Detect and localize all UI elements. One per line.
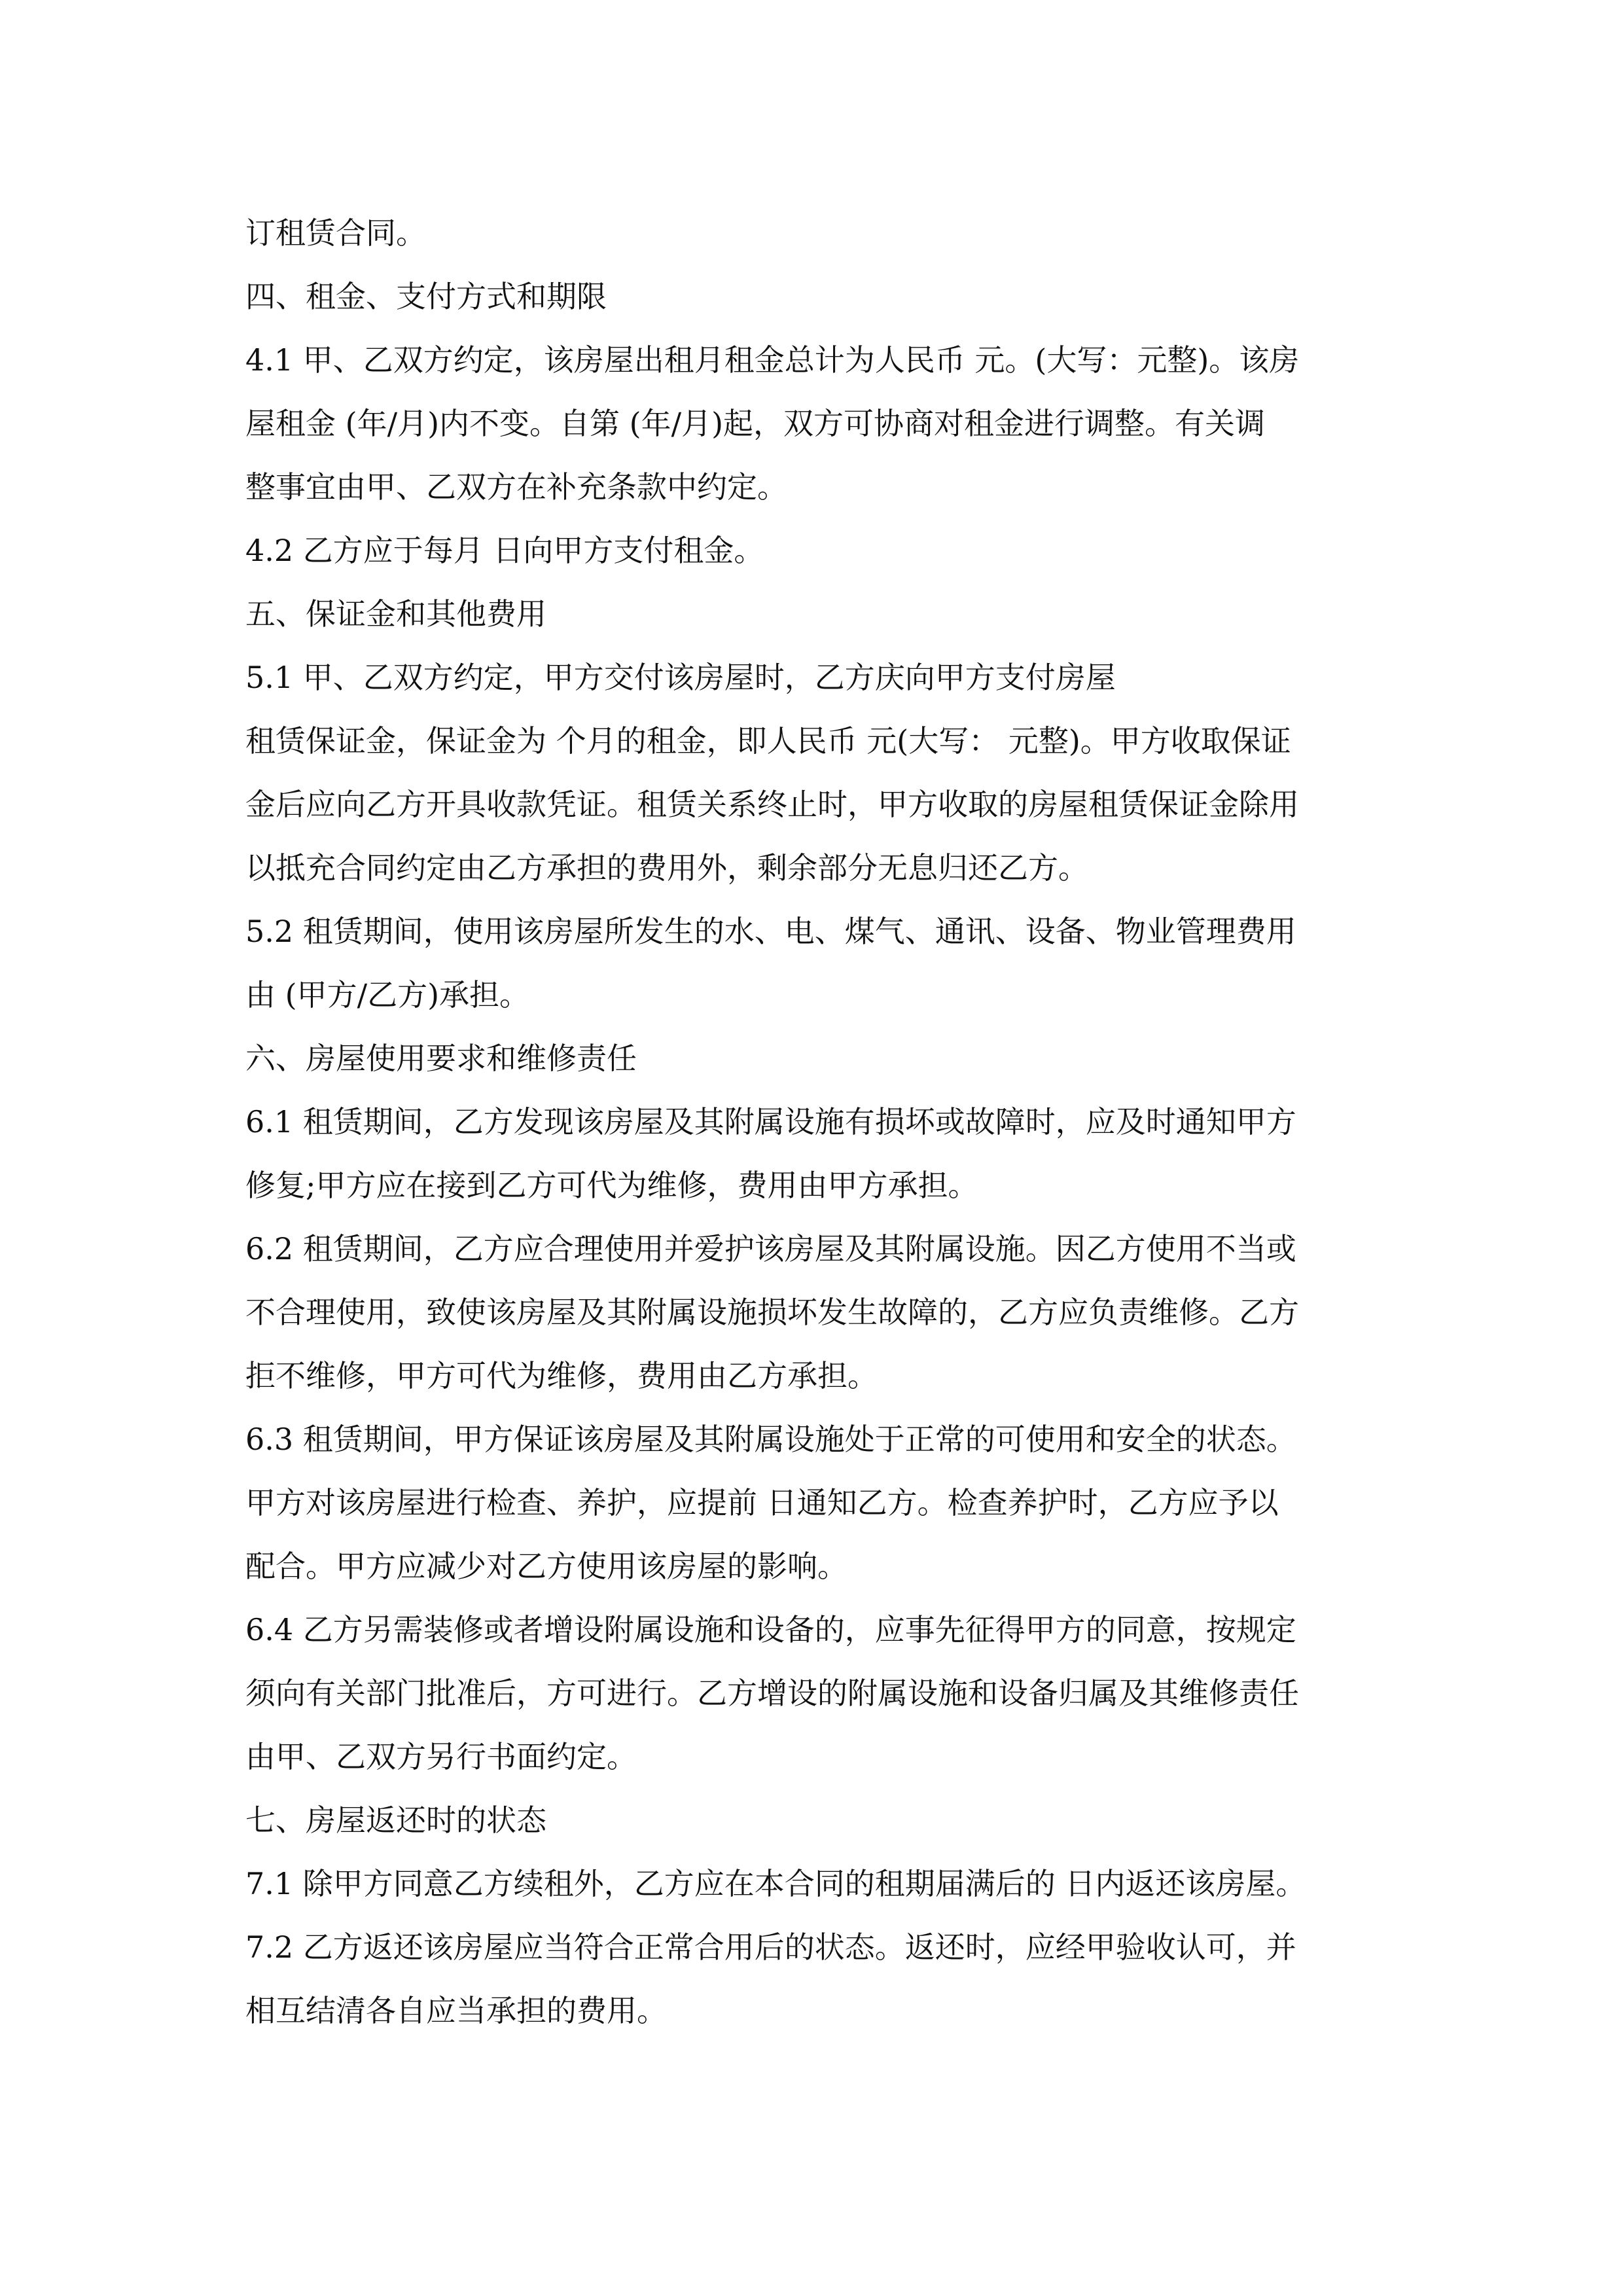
- text-line: 屋租金 (年/月)内不变。自第 (年/月)起，双方可协商对租金进行调整。有关调: [245, 406, 1266, 441]
- text-line: 由 (甲方/乙方)承担。: [245, 977, 530, 1013]
- section-heading-5: 五、保证金和其他费用: [245, 596, 546, 632]
- text-line: 由甲、乙双方另行书面约定。: [245, 1739, 637, 1774]
- clause-4-1: 4.1 甲、乙双方约定，该房屋出租月租金总计为人民币 元。(大写：元整)。该房: [245, 342, 1300, 378]
- text-line: 不合理使用，致使该房屋及其附属设施损坏发生故障的，乙方应负责维修。乙方: [245, 1295, 1299, 1330]
- clause-6-2: 6.2 租赁期间，乙方应合理使用并爱护该房屋及其附属设施。因乙方使用不当或: [245, 1231, 1296, 1266]
- section-heading-6: 六、房屋使用要求和维修责任: [245, 1041, 637, 1076]
- clause-5-1: 5.1 甲、乙双方约定，甲方交付该房屋时，乙方庆向甲方支付房屋: [245, 660, 1116, 695]
- section-heading-4: 四、租金、支付方式和期限: [245, 279, 607, 314]
- text-line: 修复;甲方应在接到乙方可代为维修，费用由甲方承担。: [245, 1168, 978, 1203]
- clause-4-2: 4.2 乙方应于每月 日向甲方支付租金。: [245, 533, 764, 568]
- text-line: 整事宜由甲、乙双方在补充条款中约定。: [245, 469, 787, 505]
- text-line: 须向有关部门批准后，方可进行。乙方增设的附属设施和设备归属及其维修责任: [245, 1676, 1299, 1711]
- text-line: 以抵充合同约定由乙方承担的费用外，剩余部分无息归还乙方。: [245, 850, 1088, 886]
- text-line: 配合。甲方应减少对乙方使用该房屋的影响。: [245, 1549, 847, 1584]
- text-line: 订租赁合同。: [245, 215, 426, 251]
- text-line: 金后应向乙方开具收款凭证。租赁关系终止时，甲方收取的房屋租赁保证金除用: [245, 787, 1299, 822]
- section-heading-7: 七、房屋返还时的状态: [245, 1803, 546, 1838]
- document-body: [245, 202, 1397, 2043]
- clause-6-1: 6.1 租赁期间，乙方发现该房屋及其附属设施有损坏或故障时，应及时通知甲方: [245, 1104, 1296, 1139]
- clause-6-4: 6.4 乙方另需装修或者增设附属设施和设备的，应事先征得甲方的同意，按规定: [245, 1612, 1296, 1647]
- clause-5-2: 5.2 租赁期间，使用该房屋所发生的水、电、煤气、通讯、设备、物业管理费用: [245, 914, 1296, 949]
- clause-7-1: 7.1 除甲方同意乙方续租外，乙方应在本合同的租期届满后的 日内返还该房屋。: [245, 1866, 1306, 1901]
- text-line: 甲方对该房屋进行检查、养护，应提前 日通知乙方。检查养护时，乙方应予以: [245, 1485, 1279, 1520]
- text-line: 租赁保证金，保证金为 个月的租金，即人民币 元(大写： 元整)。甲方收取保证: [245, 723, 1291, 759]
- text-line: 相互结清各自应当承担的费用。: [245, 1993, 667, 2028]
- clause-6-3: 6.3 租赁期间，甲方保证该房屋及其附属设施处于正常的可使用和安全的状态。: [245, 1422, 1296, 1457]
- text-line: 拒不维修，甲方可代为维修，费用由乙方承担。: [245, 1358, 878, 1393]
- clause-7-2: 7.2 乙方返还该房屋应当符合正常合用后的状态。返还时，应经甲验收认可，并: [245, 1929, 1296, 1965]
